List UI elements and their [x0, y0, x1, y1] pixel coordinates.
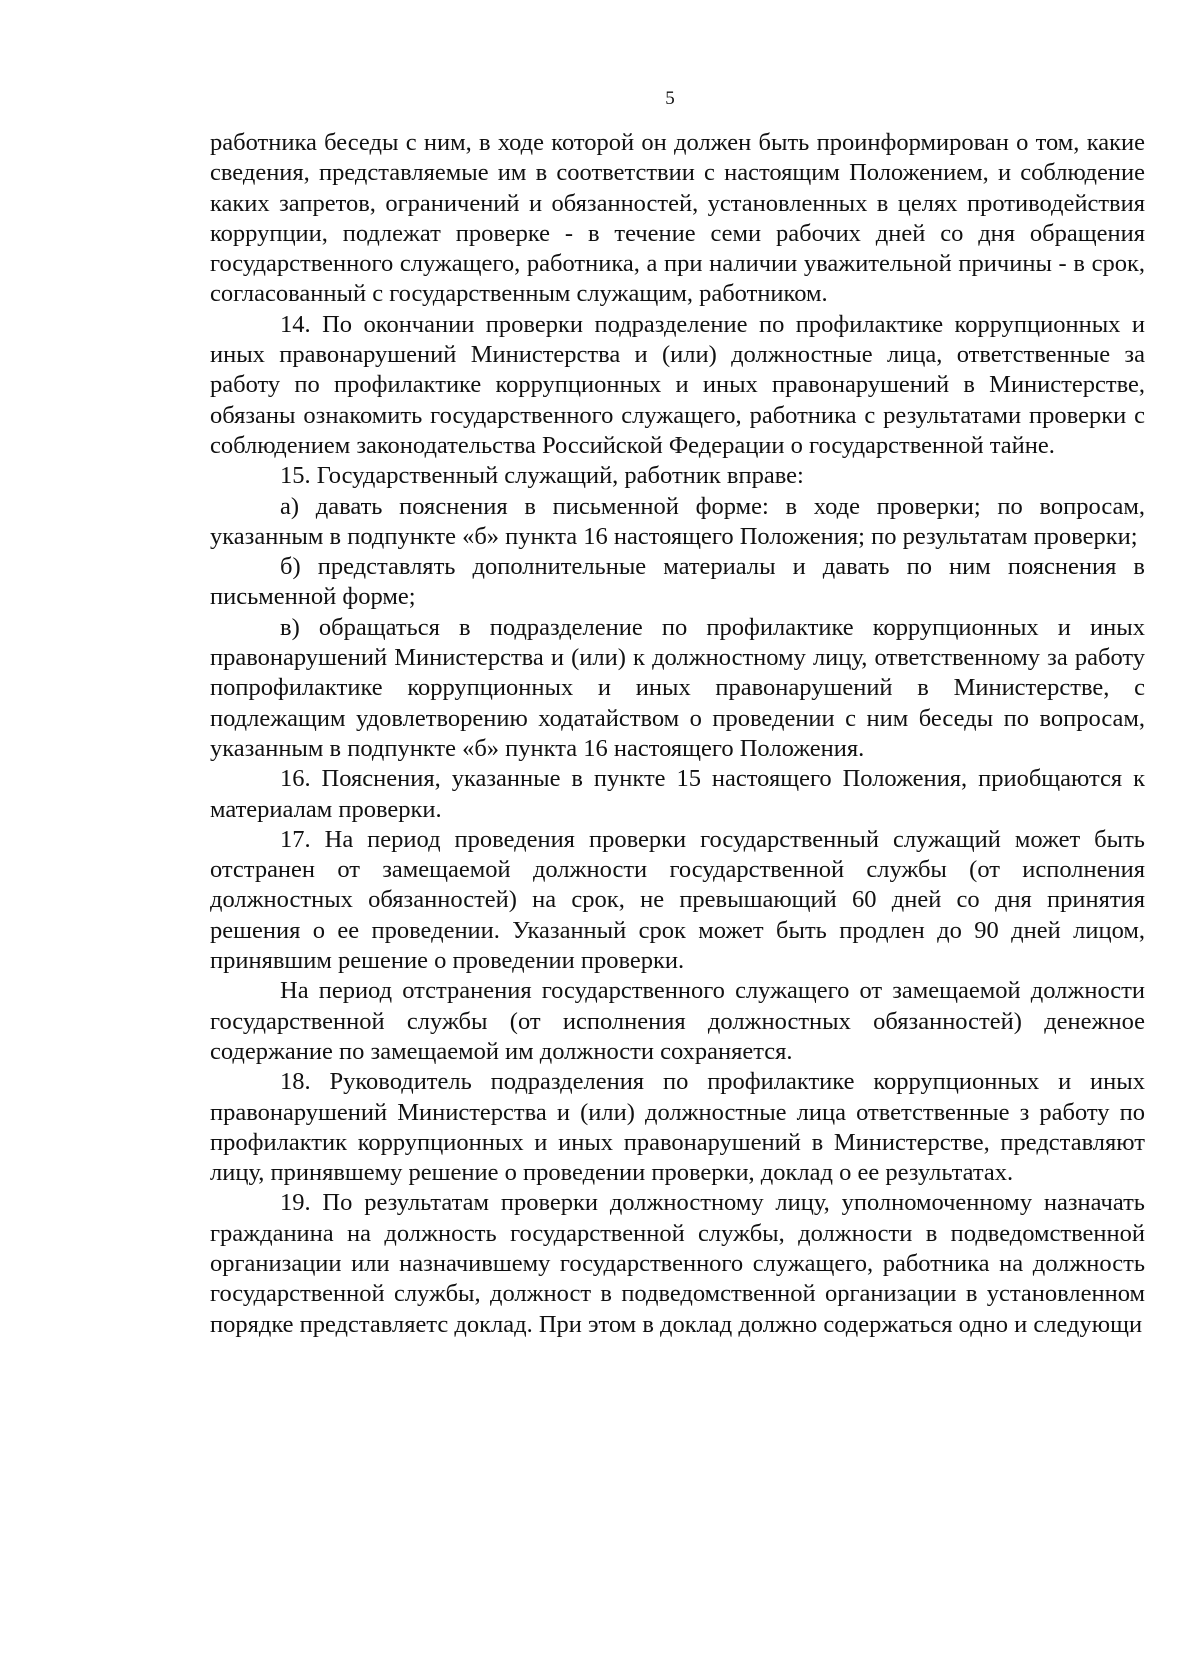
paragraph-14: 14. По окончании проверки подразделение по профилактике коррупционных и иных правонарушений Министерства и (или) должностные лица, ответственные за работу по профилактике коррупционных и иных правонарушений в Министерстве, обязаны ознакомить государственного служащего, работника с результатами проверки с соблюдением законодательства Российской Федерации о государственной тайне. [210, 310, 1145, 459]
document-body [210, 128, 1145, 1340]
paragraph-15-v: в) обращаться в подразделение по профилактике коррупционных и иных правонарушений Министерства и (или) к должностному лицу, ответственному за работу попрофилактике коррупционных и иных правонарушений в Министерстве, с подлежащим удовлетворению ходатайством о проведении с ним беседы по вопросам, указанным в подпункте «б» пункта 16 настоящего Положения. [210, 613, 1145, 762]
paragraph-15-b: б) представлять дополнительные материалы и давать по ним пояснения в письменной форме; [210, 553, 1145, 611]
paragraph-17-continued: На период отстранения государственного служащего от замещаемой должности государственной службы (от исполнения должностных обязанностей) денежное содержание по замещаемой им должности сохраняется. [210, 977, 1145, 1065]
paragraph-17: 17. На период проведения проверки государственный служащий может быть отстранен от замещаемой должности государственной службы (от исполнения должностных обязанностей) на срок, не превышающий 60 дней со дня принятия решения о ее проведении. Указанный срок может быть продлен до 90 дней лицом, принявшим решение о проведении проверки. [210, 825, 1145, 975]
paragraph-continuation: работника беседы с ним, в ходе которой он должен быть проинформирован о том, какие сведения, представляемые им в соответствии с настоящим Положением, и соблюдение каких запретов, ограничений и обязанностей, установленных в целях противодействия коррупции, подлежат проверке - в течение семи рабочих дней со дня обращения государственного служащего, работника, а при наличии уважительной причины - в срок, согласованный с государственным служащим, работником. [210, 129, 1145, 308]
paragraph-19: 19. По результатам проверки должностному лицу, уполномоченному назначать гражданина на должность государственной службы, должности в подведомственной организации или назначившему государственного служащего, работника на должность государственной службы, должност в подведомственной организации в установленном порядке представляетс доклад. При этом в доклад должно содержаться одно и следующи [210, 1189, 1145, 1338]
page-number: 5 [665, 88, 675, 109]
paragraph-18: 18. Руководитель подразделения по профилактике коррупционных и иных правонарушений Министерства и (или) должностные лица ответственные з работу по профилактик коррупционных и иных правонарушений в Министерстве, представляют лицу, принявшему решение о проведении проверки, доклад о ее результатах. [210, 1068, 1145, 1187]
paragraph-16: 16. Пояснения, указанные в пункте 15 настоящего Положения, приобщаются к материалам проверки. [210, 765, 1145, 823]
paragraph-15-a: а) давать пояснения в письменной форме: в ходе проверки; по вопросам, указанным в подпункте «б» пункта 16 настоящего Положения; по результатам проверки; [210, 492, 1145, 550]
paragraph-15: 15. Государственный служащий, работник вправе: [280, 462, 804, 490]
